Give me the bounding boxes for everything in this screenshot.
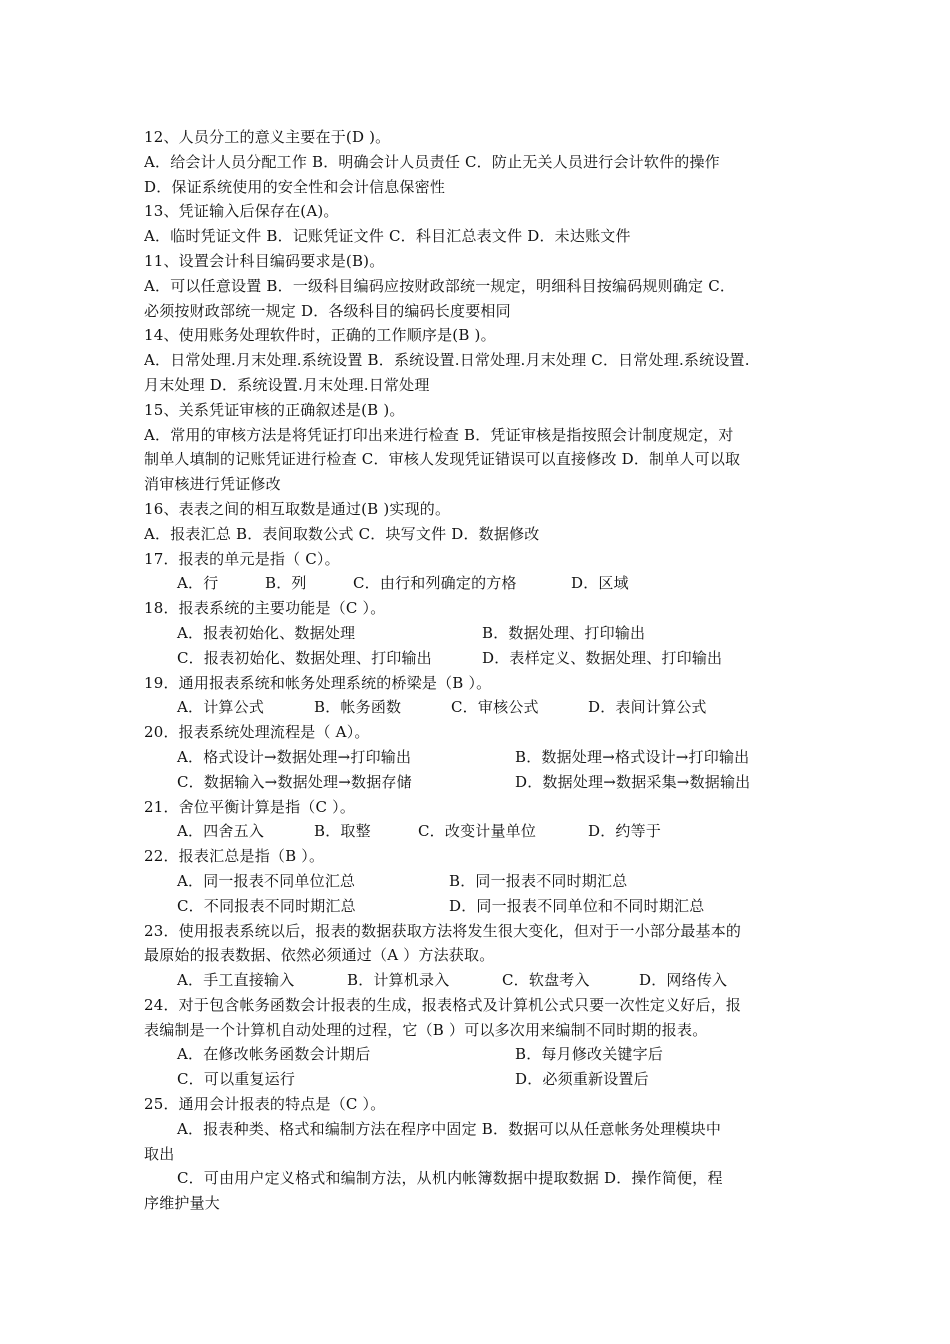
option-row (144, 621, 816, 646)
option-text: B．计算机录入 (347, 971, 450, 990)
document-body (144, 125, 816, 1216)
option-text: C．审核公式 (451, 698, 539, 717)
option-text: B．每月修改关键字后 (515, 1045, 664, 1064)
option-text: D．约等于 (588, 822, 662, 841)
text-line: A．给会计人员分配工作 B．明确会计人员责任 C．防止无关人员进行会计软件的操作 (144, 152, 720, 171)
option-text: A．格式设计→数据处理→打印输出 (177, 747, 412, 766)
option-text: B．取整 (314, 822, 371, 841)
option-text: B．数据处理、打印输出 (482, 623, 646, 642)
option-text: A．手工直接输入 (177, 971, 295, 990)
option-row (144, 894, 816, 919)
option-text: A．计算公式 (177, 698, 265, 717)
option-text: C．可以重复运行 (177, 1070, 296, 1089)
text-line: 12、人员分工的意义主要在于(D )。 (144, 128, 391, 146)
option-row (144, 745, 816, 770)
option-row (144, 1067, 816, 1092)
option-text: A．在修改帐务函数会计期后 (177, 1045, 371, 1064)
option-row (144, 869, 816, 894)
option-text: D．网络传入 (639, 971, 728, 990)
text-line: 21．舍位平衡计算是指（C ）。 (144, 797, 356, 816)
text-line: C．可由用户定义格式和编制方法，从机内帐簿数据中提取数据 D．操作简便，程 (177, 1169, 723, 1188)
text-line: D．保证系统使用的安全性和会计信息保密性 (144, 177, 446, 196)
option-text: C．不同报表不同时期汇总 (177, 896, 356, 915)
option-text: B．帐务函数 (314, 698, 402, 717)
text-line: A．可以任意设置 B．一级科目编码应按财政部统一规定，明细科目按编码规则确定 C． (144, 276, 736, 295)
option-row (144, 968, 816, 993)
option-text: C．改变计量单位 (418, 822, 537, 841)
option-text: C．数据输入→数据处理→数据存储 (177, 772, 412, 791)
option-text: D．表样定义、数据处理、打印输出 (482, 648, 723, 667)
text-line: A．报表汇总 B．表间取数公式 C．块写文件 D．数据修改 (144, 524, 540, 543)
text-line: 22．报表汇总是指（B ）。 (144, 847, 325, 866)
option-text: A．四舍五入 (177, 822, 265, 841)
text-line: A．常用的审核方法是将凭证打印出来进行检查 B．凭证审核是指按照会计制度规定，对 (144, 425, 734, 444)
text-line: 最原始的报表数据、依然必须通过（A ）方法获取。 (144, 946, 495, 965)
text-line: 20．报表系统处理流程是（ A）。 (144, 723, 370, 742)
option-row (144, 770, 816, 795)
text-line: 14、使用账务处理软件时，正确的工作顺序是(B )。 (144, 326, 496, 345)
option-text: C．软盘考入 (502, 971, 590, 990)
text-line: 18．报表系统的主要功能是（C ）。 (144, 599, 386, 618)
text-line: 13、凭证输入后保存在(A)。 (144, 202, 339, 221)
text-line: 必须按财政部统一规定 D．各级科目的编码长度要相同 (144, 301, 511, 320)
option-text: A．同一报表不同单位汇总 (177, 871, 356, 890)
text-line: 11、设置会计科目编码要求是(B)。 (144, 251, 385, 270)
text-line: 月末处理 D．系统设置.月末处理.日常处理 (144, 375, 430, 394)
text-line: 19．通用报表系统和帐务处理系统的桥梁是（B ）。 (144, 673, 492, 692)
text-line: 制单人填制的记账凭证进行检查 C．审核人发现凭证错误可以直接修改 D．制单人可以取 (144, 450, 741, 469)
text-line: 消审核进行凭证修改 (144, 475, 281, 494)
option-text: A．报表初始化、数据处理 (177, 623, 356, 642)
text-line: A．临时凭证文件 B．记账凭证文件 C．科目汇总表文件 D．未达账文件 (144, 227, 631, 246)
text-line: 16、表表之间的相互取数是通过(B )实现的。 (144, 499, 451, 518)
option-row (144, 819, 816, 844)
option-text: B．同一报表不同时期汇总 (449, 871, 628, 890)
text-line: 25．通用会计报表的特点是（C ）。 (144, 1095, 386, 1114)
text-line: 24．对于包含帐务函数会计报表的生成，报表格式及计算机公式只要一次性定义好后，报 (144, 995, 742, 1014)
option-row (144, 571, 816, 596)
option-text: D．必须重新设置后 (515, 1070, 649, 1089)
text-line: 23．使用报表系统以后，报表的数据获取方法将发生很大变化，但对于一小部分最基本的 (144, 921, 742, 940)
option-text: D．表间计算公式 (588, 698, 707, 717)
text-line: 15、关系凭证审核的正确叙述是(B )。 (144, 400, 405, 419)
text-line: A．日常处理.月末处理.系统设置 B．系统设置.日常处理.月末处理 C．日常处理.系统设置. (144, 351, 750, 370)
option-text: B．列 (265, 574, 307, 593)
option-text: D．数据处理→数据采集→数据输出 (515, 772, 751, 791)
option-text: C．报表初始化、数据处理、打印输出 (177, 648, 432, 667)
option-text: B．数据处理→格式设计→打印输出 (515, 747, 750, 766)
option-text: D．区域 (571, 574, 629, 593)
text-line: 序维护量大 (144, 1194, 221, 1213)
option-row (144, 1042, 816, 1067)
option-text: C．由行和列确定的方格 (353, 574, 517, 593)
option-row (144, 695, 816, 720)
option-row (144, 646, 816, 671)
option-text: A．行 (177, 574, 219, 593)
text-line: 表编制是一个计算机自动处理的过程，它（B ）可以多次用来编制不同时期的报表。 (144, 1020, 708, 1039)
option-text: D．同一报表不同单位和不同时期汇总 (449, 896, 705, 915)
text-line: 取出 (144, 1144, 175, 1163)
text-line: A．报表种类、格式和编制方法在程序中固定 B．数据可以从任意帐务处理模块中 (177, 1119, 722, 1138)
text-line: 17．报表的单元是指（ C）。 (144, 549, 340, 568)
